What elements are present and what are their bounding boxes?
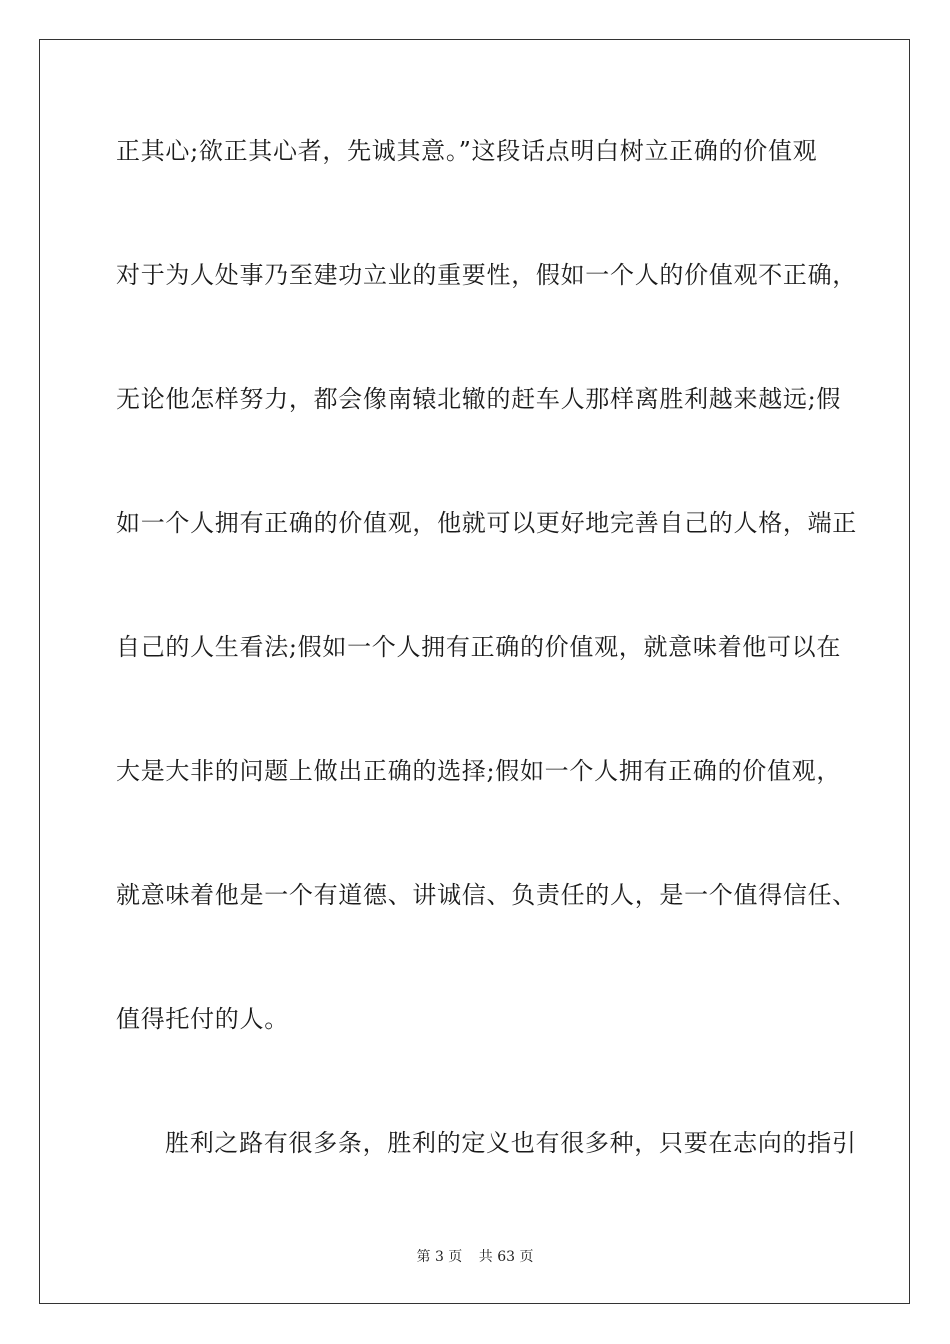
text-line-2: 对于为人处事乃至建功立业的重要性，假如一个人的价值观不正确， bbox=[116, 261, 857, 289]
text-line-5: 自己的人生看法;假如一个人拥有正确的价值观，就意味着他可以在 bbox=[116, 633, 842, 661]
text-line-4: 如一个人拥有正确的价值观，他就可以更好地完善自己的人格，端正 bbox=[116, 509, 857, 537]
page-number: 第 3 页 bbox=[416, 1249, 463, 1265]
paragraph-start-line: 胜利之路有很多条，胜利的定义也有很多种，只要在志向的指引 bbox=[165, 1129, 857, 1157]
text-line-7: 就意味着他是一个有道德、讲诚信、负责任的人，是一个值得信任、 bbox=[116, 881, 857, 909]
text-line-6: 大是大非的问题上做出正确的选择;假如一个人拥有正确的价值观， bbox=[116, 757, 842, 785]
text-line-3: 无论他怎样努力，都会像南辕北辙的赶车人那样离胜利越来越远;假 bbox=[116, 385, 842, 413]
text-line-8: 值得托付的人。 bbox=[116, 1005, 289, 1033]
page-border bbox=[39, 39, 910, 1304]
total-pages: 共 63 页 bbox=[478, 1249, 534, 1265]
page-footer bbox=[0, 1248, 950, 1266]
text-line-1: 正其心;欲正其心者，先诚其意。”这段话点明白树立正确的价值观 bbox=[116, 137, 818, 165]
